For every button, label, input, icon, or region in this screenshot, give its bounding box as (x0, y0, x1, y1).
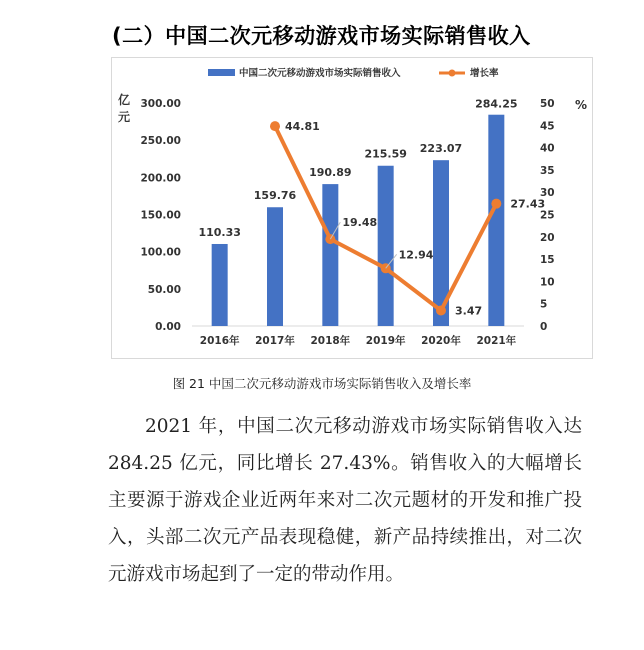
y-left-tick-label: 100.00 (140, 246, 181, 259)
bar-data-label: 110.33 (198, 225, 241, 239)
bar (322, 184, 338, 326)
body-paragraph: 2021 年，中国二次元移动游戏市场实际销售收入达 284.25 亿元，同比增长 27.43%。销售收入的大幅增长主要源于游戏企业近两年来对二次元题材的开发和推广投入，头部二次元产品表现稳健，新产品持续推出，对二次元游戏市场起到了一定的带动作用。 (108, 416, 582, 585)
y-left-tick-label: 300.00 (140, 98, 181, 110)
y-right-tick-label: 15 (540, 254, 555, 267)
bar-data-label: 215.59 (364, 147, 407, 161)
y-left-tick-label: 250.00 (140, 135, 181, 148)
y-right-tick-label: 20 (540, 231, 555, 244)
line-point (491, 199, 501, 209)
line-data-label: 44.81 (285, 120, 320, 134)
bar-data-label: 284.25 (475, 97, 518, 111)
chart-container (111, 57, 593, 359)
bar-data-label: 190.89 (309, 166, 352, 180)
x-tick-label: 2017年 (255, 335, 295, 347)
y-right-tick-label: 10 (540, 276, 555, 289)
x-tick-label: 2019年 (365, 335, 406, 347)
line-point (270, 121, 280, 131)
y-left-axis-title-char: 元 (117, 110, 131, 124)
y-right-axis-title: % (574, 98, 588, 112)
legend-label-bar: 中国二次元移动游戏市场实际销售收入 (239, 68, 401, 79)
combo-chart (112, 58, 594, 360)
legend-label-line: 增长率 (470, 68, 499, 79)
bar (212, 244, 228, 326)
line-data-label: 19.48 (342, 216, 378, 230)
y-left-tick-label: 0.00 (155, 321, 181, 333)
y-right-tick-label: 35 (540, 164, 555, 177)
y-right-tick-label: 5 (540, 298, 548, 311)
x-tick-label: 2018年 (310, 335, 351, 347)
bar (378, 166, 394, 326)
y-right-tick-label: 40 (540, 142, 555, 155)
line-data-label: 3.47 (455, 304, 483, 318)
figure-caption: 图 21 中国二次元移动游戏市场实际销售收入及增长率 (172, 376, 472, 391)
y-right-tick-label: 30 (540, 187, 555, 200)
section-heading: (二）中国二次元移动游戏市场实际销售收入 (112, 24, 531, 48)
y-left-tick-label: 150.00 (140, 209, 181, 222)
bar (488, 115, 504, 326)
y-left-tick-label: 50.00 (147, 283, 181, 296)
line-data-label: 27.43 (510, 197, 546, 211)
y-left-tick-label: 200.00 (140, 172, 181, 185)
bar-data-label: 159.76 (253, 189, 297, 203)
bar-data-label: 223.07 (419, 142, 463, 156)
line-data-label: 12.94 (398, 248, 434, 262)
x-tick-label: 2020年 (421, 335, 461, 347)
x-tick-label: 2016年 (199, 335, 240, 347)
y-right-tick-label: 50 (540, 98, 555, 110)
line-point (325, 234, 335, 244)
y-right-tick-label: 25 (540, 209, 555, 222)
legend-swatch-marker (449, 70, 456, 77)
bar (267, 207, 283, 326)
y-right-tick-label: 45 (540, 120, 555, 133)
legend-swatch-bar (208, 69, 235, 76)
y-left-axis-title-char: 亿 (117, 93, 131, 107)
y-right-tick-label: 0 (540, 321, 548, 333)
x-tick-label: 2021年 (476, 335, 517, 347)
line-point (436, 306, 446, 316)
